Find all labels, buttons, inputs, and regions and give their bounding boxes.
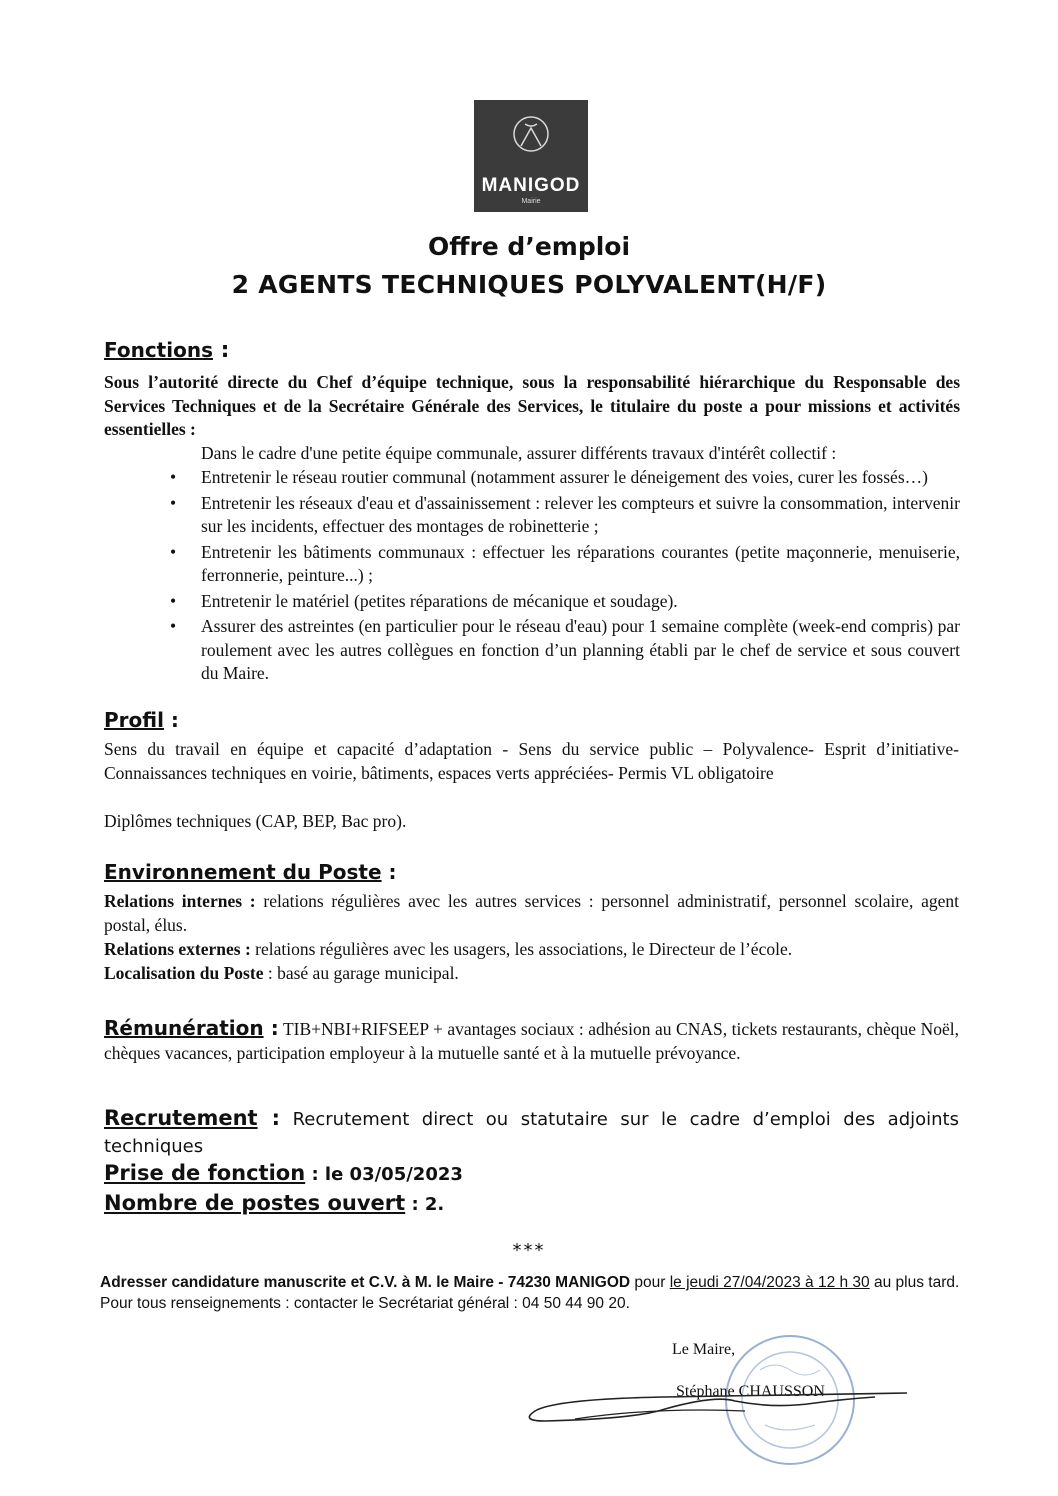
localisation-poste: Localisation du Poste : basé au garage municipal. [104,963,459,983]
page-title: Offre d’emploi [427,232,631,261]
list-item: • Entretenir les réseaux d'eau et d'assainissement : relever les compteurs et suivre la consommation, intervenir sur les incidents, effectuer des montages de robinetterie ; [162,492,960,539]
fonctions-list [162,466,960,688]
separator: *** [512,1240,546,1261]
nombre-de-postes: Nombre de postes ouvert : 2. [104,1191,445,1215]
environnement-heading: Environnement du Poste : [104,860,397,884]
relations-internes: Relations internes : relations régulières avec les autres services : personnel administratif, personnel scolaire, agent postal, élus. [104,891,959,935]
handwritten-signature [515,1385,935,1445]
profil-text: Sens du travail en équipe et capacité d’adaptation - Sens du service public – Polyvalence- Esprit d’initiative- Connaissances techniques en voirie, bâtiments, espaces verts appréciées- Permis VL obligatoire [104,739,959,783]
signature-title: Le Maire, [672,1341,736,1358]
list-item: • Entretenir les bâtiments communaux : effectuer les réparations courantes (petite maçonnerie, menuiserie, ferronnerie, peinture...) ; [162,541,960,588]
relations-externes: Relations externes : relations régulières avec les usagers, les associations, le Directeur de l’école. [104,939,793,959]
fonctions-heading: Fonctions : [104,338,230,363]
job-title: 2 AGENTS TECHNIQUES POLYVALENT(H/F) [231,270,827,299]
fonctions-intro: Sous l’autorité directe du Chef d’équipe technique, sous la responsabilité hiérarchique du Responsable des Services Techniques et de la Secrétaire Générale des Services, le titulaire du poste a pour missions et activités essentielles : [104,372,960,439]
signature-name: Stéphane CHAUSSON [676,1383,825,1400]
list-item: • Entretenir le matériel (petites réparations de mécanique et soudage). [162,590,960,614]
manigod-logo [474,100,588,212]
profil-heading: Profil : [104,708,179,732]
mountain-icon [511,114,551,166]
list-item: • Assurer des astreintes (en particulier pour le réseau d'eau) pour 1 semaine complète (week-end compris) par roulement avec les autres collègues en fonction d’un planning établi par le chef de service et sous couvert du Maire. [162,615,960,686]
list-item: • Entretenir le réseau routier communal (notamment assurer le déneigement des voies, curer les fossés…) [162,466,960,490]
prise-de-fonction: Prise de fonction : le 03/05/2023 [104,1161,463,1185]
recrutement-block: Recrutement : Recrutement direct ou statutaire sur le cadre d’emploi des adjoints techniques [104,1106,959,1157]
fonctions-lead: Dans le cadre d'une petite équipe communale, assurer différents travaux d'intérêt collectif : [201,443,837,463]
logo-name: MANIGOD [481,175,581,196]
logo-sub: Mairie [521,198,541,205]
profil-diplomes: Diplômes techniques (CAP, BEP, Bac pro). [104,811,407,831]
remuneration-block: Rémunération : TIB+NBI+RIFSEEP + avantages sociaux : adhésion au CNAS, tickets restaurants, chèque Noël, chèques vacances, participation employeur à la mutuelle santé et à la mutuelle prévoyance. [104,1016,959,1063]
application-footer: Adresser candidature manuscrite et C.V. à M. le Maire - 74230 MANIGOD pour le jeudi 27/04/2023 à 12 h 30 au plus tard. Pour tous renseignements : contacter le Secrétariat général : 04 50 44 90 20. [100,1274,960,1312]
